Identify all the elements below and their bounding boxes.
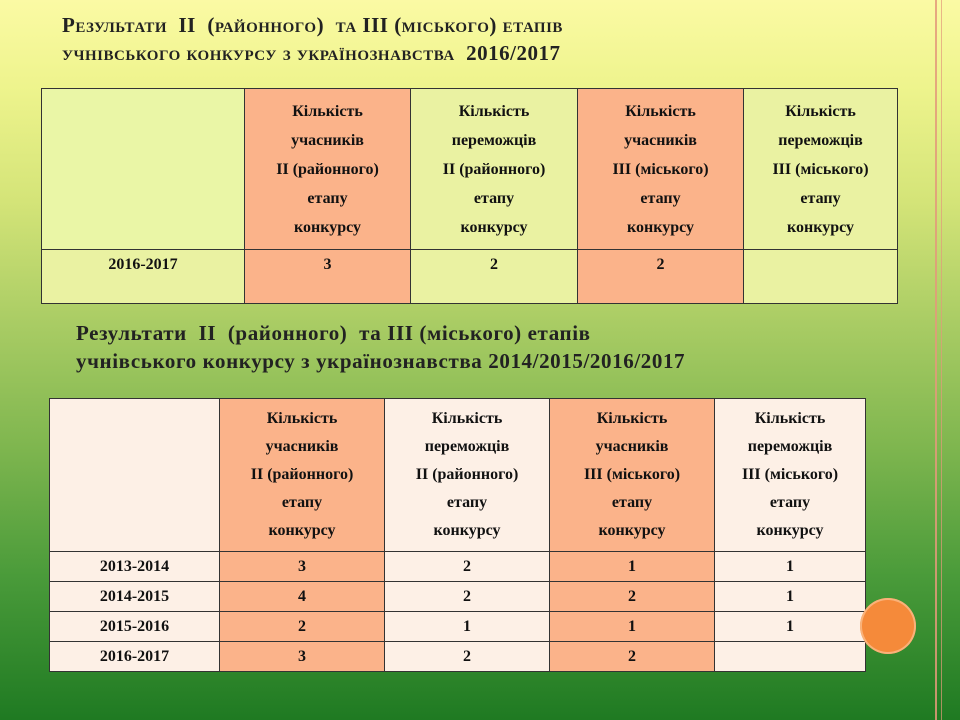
value-cell: 2 — [385, 582, 550, 612]
year-cell: 2014-2015 — [50, 582, 220, 612]
table-row — [50, 552, 866, 582]
results-table-2016-2017 — [41, 88, 898, 304]
title1-line2: учнівського конкурсу з українознавства 2016/2017 — [62, 41, 561, 65]
value-cell: 1 — [715, 552, 866, 582]
year-cell: 2013-2014 — [50, 552, 220, 582]
title2-line2: учнівського конкурсу з українознавства 2014/2015/2016/2017 — [76, 349, 686, 373]
value-cell: 2 — [578, 250, 744, 304]
value-cell: 2 — [550, 582, 715, 612]
header-winners-city: Кількість переможців ІІІ (міського) етапу конкурсу — [744, 89, 898, 250]
header-participants-city: Кількість учасників ІІІ (міського) етапу конкурсу — [550, 399, 715, 552]
table-row — [50, 582, 866, 612]
header-empty-cell — [42, 89, 245, 250]
header-participants-city: Кількість учасників ІІІ (міського) етапу конкурсу — [578, 89, 744, 250]
header-empty-cell — [50, 399, 220, 552]
table-header-row — [50, 399, 866, 552]
value-cell: 3 — [220, 642, 385, 672]
value-cell: 1 — [715, 612, 866, 642]
value-cell: 2 — [220, 612, 385, 642]
header-participants-district: Кількість учасників II (районного) етапу конкурсу — [220, 399, 385, 552]
title-2014-2017 — [76, 319, 916, 375]
decorative-rule — [935, 0, 937, 720]
value-cell — [715, 642, 866, 672]
header-winners-district: Кількість переможців II (районного) етапу конкурсу — [385, 399, 550, 552]
value-cell: 1 — [550, 552, 715, 582]
table-row — [50, 642, 866, 672]
value-cell: 2 — [385, 642, 550, 672]
value-cell — [744, 250, 898, 304]
year-cell: 2016-2017 — [50, 642, 220, 672]
results-table-2014-2017 — [49, 398, 866, 672]
year-cell: 2015-2016 — [50, 612, 220, 642]
header-winners-district: Кількість переможців II (районного) етапу конкурсу — [411, 89, 578, 250]
value-cell: 1 — [550, 612, 715, 642]
value-cell: 3 — [220, 552, 385, 582]
value-cell: 3 — [245, 250, 411, 304]
year-cell: 2016-2017 — [42, 250, 245, 304]
value-cell: 1 — [385, 612, 550, 642]
table-header-row — [42, 89, 898, 250]
table-row — [42, 250, 898, 304]
title1-line1: Результати II (районного) та ІІІ (міського) етапів — [62, 13, 563, 37]
value-cell: 4 — [220, 582, 385, 612]
table-row — [50, 612, 866, 642]
title2-line1: Результати II (районного) та ІІІ (міського) етапів — [76, 321, 591, 345]
value-cell: 1 — [715, 582, 866, 612]
title-2016-2017 — [62, 11, 922, 67]
decorative-circle — [860, 598, 916, 654]
value-cell: 2 — [385, 552, 550, 582]
decorative-rule-thin — [941, 0, 942, 720]
value-cell: 2 — [411, 250, 578, 304]
header-participants-district: Кількість учасників II (районного) етапу конкурсу — [245, 89, 411, 250]
header-winners-city: Кількість переможців ІІІ (міського) етапу конкурсу — [715, 399, 866, 552]
value-cell: 2 — [550, 642, 715, 672]
